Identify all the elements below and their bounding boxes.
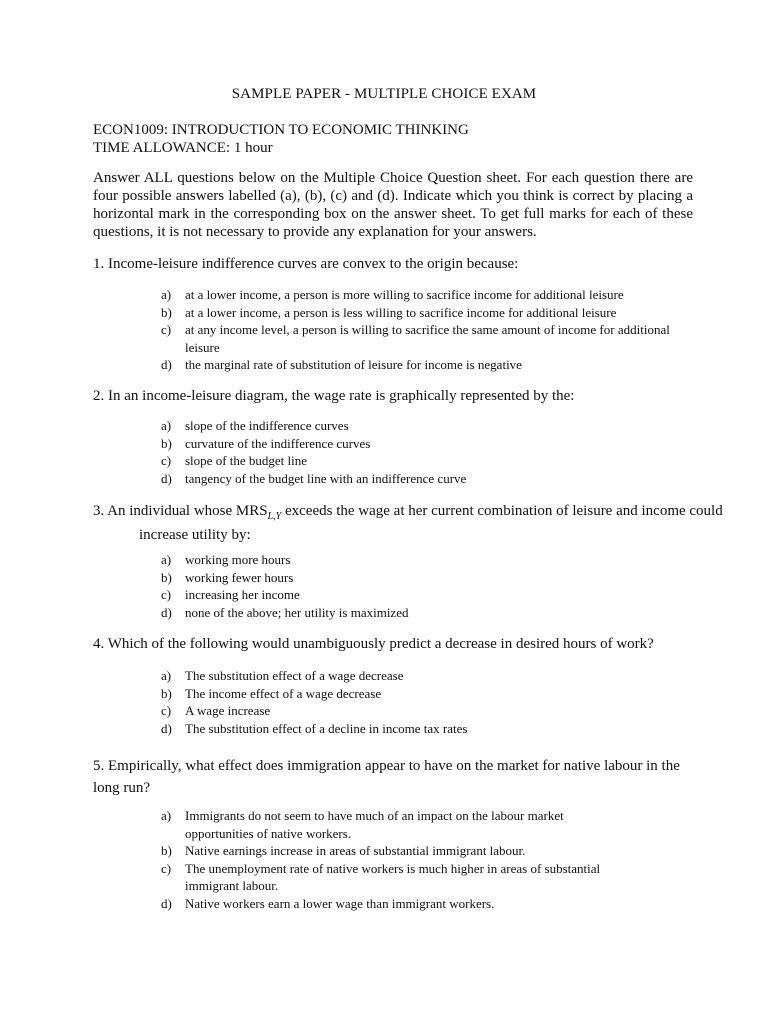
question-3-options <box>161 551 701 621</box>
option-letter: d) <box>161 720 172 736</box>
option-letter: b) <box>161 304 172 320</box>
option-text: at any income level, a person is willing to sacrifice the same amount of income for additional leisure <box>185 322 670 355</box>
question-5-option-a <box>161 807 621 842</box>
option-letter: d) <box>161 470 172 486</box>
question-4-option-a <box>161 667 701 685</box>
option-letter: c) <box>161 322 172 337</box>
question-5: 5. Empirically, what effect does immigration appear to have on the market for native labour in the long run? <box>93 758 680 796</box>
option-letter: a) <box>161 287 172 302</box>
option-letter: b) <box>161 843 172 858</box>
question-5-option-c <box>161 860 621 895</box>
question-1-option-a <box>161 286 701 304</box>
option-letter: c) <box>161 703 172 718</box>
option-text: Native earnings increase in areas of substantial immigrant labour. <box>185 843 526 858</box>
question-3-text-start: 3. An individual whose MRS <box>93 503 268 519</box>
question-3-option-c <box>161 586 701 604</box>
option-letter: c) <box>161 860 172 876</box>
option-text: A wage increase <box>185 703 271 718</box>
option-letter: c) <box>161 587 172 602</box>
question-3-subscript: L,Y <box>267 511 282 522</box>
question-2-option-b <box>161 435 701 453</box>
question-5-option-d <box>161 895 621 913</box>
option-text: working fewer hours <box>185 569 294 585</box>
course-header <box>93 121 469 157</box>
question-2-option-a <box>161 417 701 435</box>
option-text: The unemployment rate of native workers is much higher in areas of substantial immigrant labour. <box>185 860 601 893</box>
option-letter: b) <box>161 435 172 451</box>
page-title: SAMPLE PAPER - MULTIPLE CHOICE EXAM <box>231 86 537 102</box>
option-text: The substitution effect of a wage decrease <box>185 668 404 683</box>
question-3-option-b <box>161 569 701 587</box>
question-1-option-c <box>161 321 701 356</box>
option-text: Immigrants do not seem to have much of an impact on the labour market opportunities of native workers. <box>185 808 564 841</box>
option-text: none of the above; her utility is maximized <box>185 604 409 620</box>
course-code-line: ECON1009: INTRODUCTION TO ECONOMIC THINKING <box>93 122 469 138</box>
option-text: The substitution effect of a decline in income tax rates <box>185 720 468 736</box>
question-2-option-c <box>161 452 701 470</box>
question-1-options <box>161 286 701 374</box>
option-text: tangency of the budget line with an indifference curve <box>185 470 467 486</box>
question-1-option-b <box>161 304 701 322</box>
question-1-option-d <box>161 356 701 374</box>
question-2-options <box>161 417 701 487</box>
option-text: the marginal rate of substitution of leisure for income is negative <box>185 357 522 372</box>
question-3 <box>93 502 739 544</box>
time-allowance-line: TIME ALLOWANCE: 1 hour <box>93 140 273 156</box>
option-text: Native workers earn a lower wage than immigrant workers. <box>185 895 495 911</box>
option-text: curvature of the indifference curves <box>185 435 371 451</box>
question-1: 1. Income-leisure indifference curves are convex to the origin because: <box>93 256 519 272</box>
option-text: The income effect of a wage decrease <box>185 685 382 701</box>
option-letter: d) <box>161 357 172 372</box>
option-letter: a) <box>161 808 172 823</box>
option-text: slope of the budget line <box>185 453 308 468</box>
question-3-text-end: exceeds the wage at her current combination of leisure and income could increase utility by: <box>139 503 723 543</box>
question-4-option-b <box>161 685 701 703</box>
question-4-options <box>161 667 701 737</box>
option-letter: d) <box>161 604 172 620</box>
question-5-option-b <box>161 842 621 860</box>
option-text: at a lower income, a person is more willing to sacrifice income for additional leisure <box>185 287 624 302</box>
option-letter: b) <box>161 569 172 585</box>
option-text: working more hours <box>185 552 291 567</box>
option-letter: c) <box>161 453 172 468</box>
option-text: at a lower income, a person is less willing to sacrifice income for additional leisure <box>185 304 617 320</box>
question-2: 2. In an income-leisure diagram, the wage rate is graphically represented by the: <box>93 388 575 404</box>
instructions-paragraph: Answer ALL questions below on the Multiple Choice Question sheet. For each question there are four possible answers labelled (a), (b), (c) and (d). Indicate which you think is correct by placing a horizontal mark in the corresponding box on the answer sheet. To get full marks for each of these questions, it is not necessary to provide any explanation for your answers. <box>93 170 693 240</box>
question-5-options <box>161 807 621 912</box>
question-4-option-c <box>161 702 701 720</box>
option-letter: a) <box>161 418 172 433</box>
option-letter: d) <box>161 895 172 911</box>
question-3-option-a <box>161 551 701 569</box>
question-4-option-d <box>161 720 701 738</box>
option-letter: b) <box>161 685 172 701</box>
question-4: 4. Which of the following would unambiguously predict a decrease in desired hours of work? <box>93 636 654 652</box>
option-text: increasing her income <box>185 587 300 602</box>
option-letter: a) <box>161 552 172 567</box>
option-letter: a) <box>161 668 172 683</box>
question-3-option-d <box>161 604 701 622</box>
question-2-option-d <box>161 470 701 488</box>
option-text: slope of the indifference curves <box>185 418 349 433</box>
